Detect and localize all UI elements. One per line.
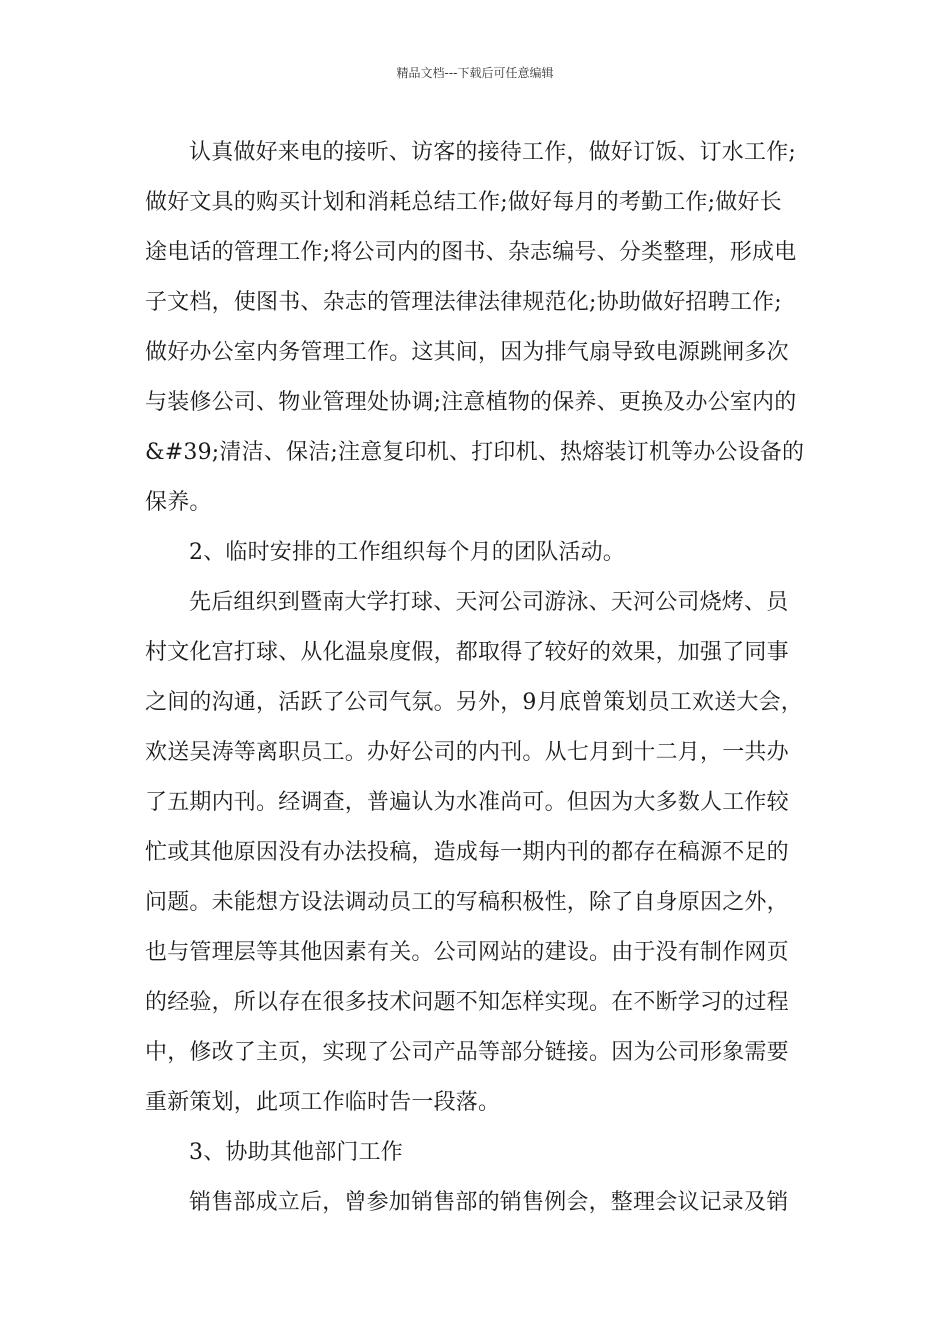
section-heading-3: 3、协助其他部门工作 <box>189 1140 403 1165</box>
text-line: 认真做好来电的接听、访客的接待工作，做好订饭、订水工作; <box>189 140 797 165</box>
text-line: 保养。 <box>145 490 212 515</box>
text-line: 子文档，使图书、杂志的管理法律法律规范化;协助做好招聘工作; <box>145 290 782 315</box>
section-heading-2: 2、临时安排的工作组织每个月的团队活动。 <box>189 540 625 565</box>
text-line: 中，修改了主页，实现了公司产品等部分链接。因为公司形象需要 <box>145 1040 789 1065</box>
text-line: 问题。未能想方设法调动员工的写稿积极性，除了自身原因之外， <box>145 890 789 915</box>
text-line: 与装修公司、物业管理处协调;注意植物的保养、更换及办公室内的 <box>145 390 797 415</box>
text-line: 欢送吴涛等离职员工。办好公司的内刊。从七月到十二月，一共办 <box>145 740 789 765</box>
text-line: 的经验，所以存在很多技术问题不知怎样实现。在不断学习的过程 <box>145 990 789 1015</box>
text-line: 先后组织到暨南大学打球、天河公司游泳、天河公司烧烤、员 <box>189 590 789 615</box>
text-line: 也与管理层等其他因素有关。公司网站的建设。由于没有制作网页 <box>145 940 789 965</box>
text-line: 之间的沟通，活跃了公司气氛。另外，9月底曾策划员工欢送大会， <box>145 690 803 715</box>
text-line: 做好文具的购买计划和消耗总结工作;做好每月的考勤工作;做好长 <box>145 190 782 215</box>
text-line: 途电话的管理工作;将公司内的图书、杂志编号、分类整理，形成电 <box>145 240 797 265</box>
text-line: &#39;清洁、保洁;注意复印机、打印机、热熔装订机等办公设备的 <box>145 440 805 465</box>
text-line: 重新策划，此项工作临时告一段落。 <box>145 1090 501 1115</box>
text-line: 忙或其他原因没有办法投稿，造成每一期内刊的都存在稿源不足的 <box>145 840 789 865</box>
page-header: 精品文档---下载后可任意编辑 <box>396 66 554 80</box>
document-body <box>145 128 835 1228</box>
text-line: 了五期内刊。经调查，普遍认为水准尚可。但因为大多数人工作较 <box>145 790 789 815</box>
text-line: 村文化宫打球、从化温泉度假，都取得了较好的效果，加强了同事 <box>145 640 789 665</box>
text-line: 做好办公室内务管理工作。这其间，因为排气扇导致电源跳闸多次 <box>145 340 789 365</box>
text-line: 销售部成立后，曾参加销售部的销售例会，整理会议记录及销 <box>189 1190 789 1215</box>
